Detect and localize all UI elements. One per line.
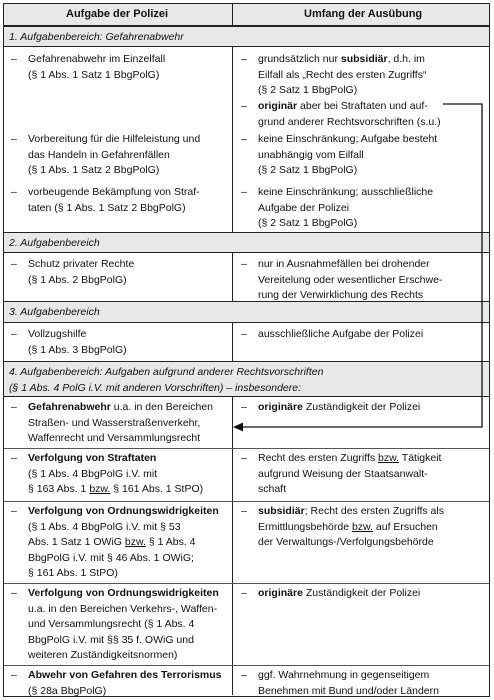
row-1-scope-line: grundsätzlich nur subsidiär, d.h. im <box>258 53 425 65</box>
section-3-header: 3. Aufgabenbereich <box>4 301 489 323</box>
police-tasks-table: Aufgabe der Polizei Umfang der Ausübung 1. Aufgabenbereich: Gefahrenabwehr – Gefahrenabwehr im Einzelfall (§ 1 Abs. 1 Satz 1 BbgPolG) – grundsätzlich nur subsidiär, d.h. im Eilfall als „Recht des ersten Zugriffs“ (§ 2 Satz 1 BbgPolG) – originär aber bei Straftaten und auf- grund anderer Rechtsvorschriften (s.u.) – Vorbereitung für die Hilfeleistung und das Handeln in Gefahrenfällen (§ 1 Abs. 1 Satz 2 BbgPolG) – keine Einschränkung; Aufgabe besteht unabhängig vom Eilfall (§ 2 Satz 1 BbgPolG) – vorbeugende Bekämpfung von Straf- taten (§ 1 Abs. 1 Satz 2 BbgPolG) – keine Einschränkung; ausschließliche Aufgabe der Polizei (§ 2 Satz 1 BbgPolG) 2. Aufgabenbereich – Schutz privater Rechte (§ 1 Abs. 2 BbgPolG) – nur in Ausnahmefällen bei drohender Vereitelung oder wesentlicher Erschwe- rung der Verwirklichung des Rechts 3. Aufgabenbereich – Vollzugshilfe (§ 1 Abs. 3 BbgPolG) – ausschließliche Aufgabe der Polizei 4. Aufgabenbereich: Aufgaben aufgrund anderer Rechtsvorschriften (§ 1 Abs. 4 PolG i.V. mit anderen Vorschriften) – insbesondere: – Gefahrenabwehr u.a. in den Bereichen Straßen- und Wasserstraßenverkehr, Waffenrecht und Versammlungsrecht – originäre Zuständigkeit der Polizei – Verfolgung von Straftaten (§ 1 Abs. 4 BbgPolG i.V. mit § 163 Abs. 1 bzw. § 161 Abs. 1 StPO) – Recht des ersten Zugriffs bzw. Tätigkeit aufgrund Weisung der Staatsanwalt- schaft – Verfolgung von Ordnungswidrigkeiten (§ 1 Abs. 4 BbgPolG i.V. mit § 53 Abs. 1 Satz 1 OWiG bzw. § 1 Abs. 4 BbgPolG i.V. mit § 46 Abs. 1 OWiG; § 161 Abs. 1 StPO) – subsidiär; Recht des ersten Zugriffs als Ermittlungsbehörde bzw. auf Ersuchen der Verwaltungs-/Verfolgungsbehörde – Verfolgung von Ordnungswidrigkeiten u.a. in den Bereichen Verkehrs-, Waffen- und Versammlungsrecht (§ 1 Abs. 4 BbgPolG i.V. mit §§ 35 f. OWiG und weiteren Zuständigkeitsnormen) – originäre Zuständigkeit der Polizei – Abwehr von Gefahren des Terrorismus (§ 28a BbgPolG) – ggf. Wahrnehmung in gegenseitigem Benehmen mit Bund und/oder Ländern <box>3 3 490 697</box>
row-1-task-line: (§ 1 Abs. 1 Satz 1 BbgPolG) <box>28 68 160 81</box>
arrow-head <box>233 423 243 432</box>
header-scope: Umfang der Ausübung <box>304 8 423 20</box>
section-1-header: 1. Aufgabenbereich: Gefahrenabwehr <box>4 26 489 47</box>
row-1-scope-line: Eilfall als „Recht des ersten Zugriffs“ <box>258 68 427 81</box>
section-2-header: 2. Aufgabenbereich <box>4 232 489 253</box>
row-1-task-line: Gefahrenabwehr im Einzelfall <box>28 53 166 65</box>
arrow-line <box>235 104 482 427</box>
header-task: Aufgabe der Polizei <box>66 8 169 20</box>
row-1b-scope-line: originär aber bei Straftaten und auf- <box>258 100 428 112</box>
row-1-scope-line: (§ 2 Satz 1 BbgPolG) <box>258 84 358 96</box>
row-1b-scope-line: grund anderer Rechtsvorschriften (s.u.) <box>258 115 441 128</box>
section-4-header: 4. Aufgabenbereich: Aufgaben aufgrund anderer Rechtsvorschriften (§ 1 Abs. 4 PolG i.V. mit anderen Vorschriften) – insbesondere: <box>4 361 489 397</box>
